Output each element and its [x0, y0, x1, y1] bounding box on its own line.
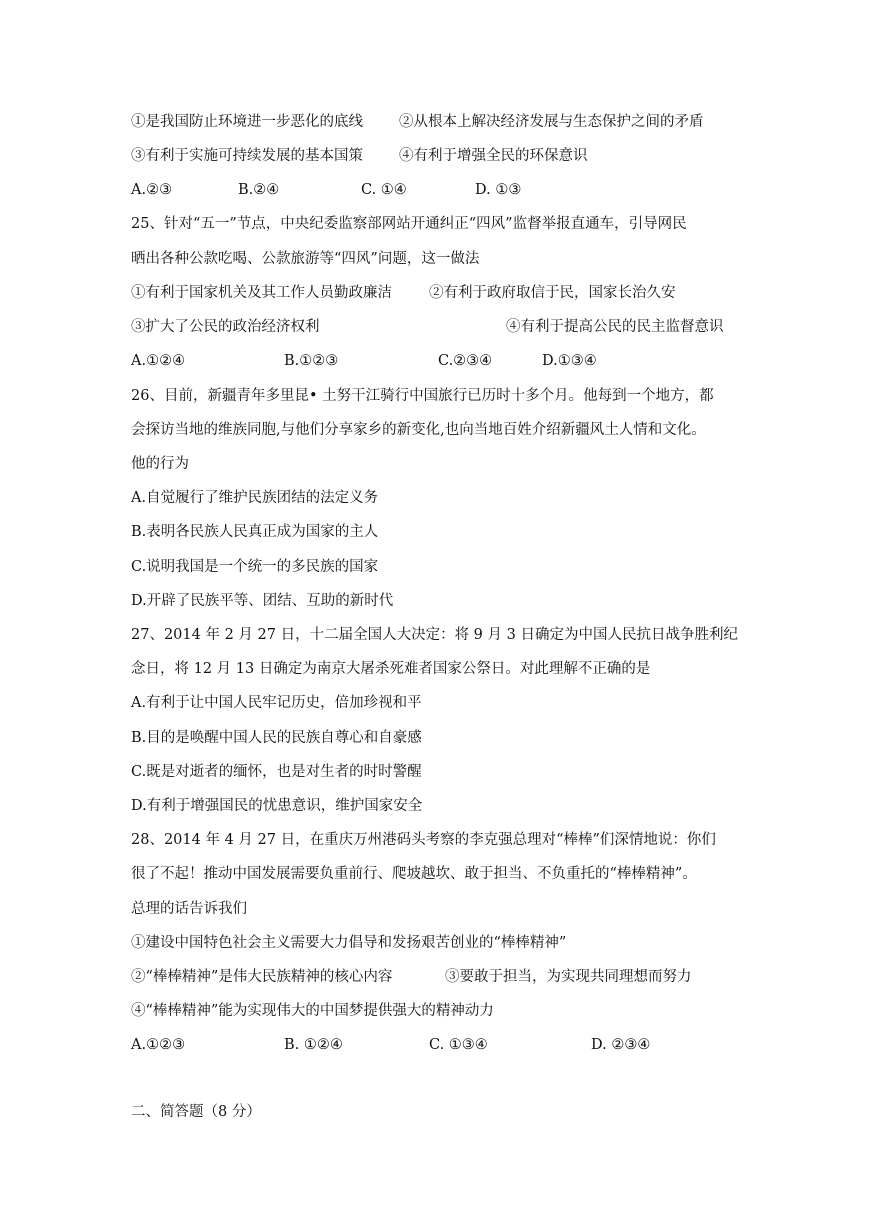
q26-stem-line-3: 他的行为 [131, 456, 189, 472]
q27-choice-d: D.有利于增强国民的忧患意识，维护国家安全 [131, 798, 423, 814]
q25-option-2: ②有利于政府取信于民，国家长治久安 [429, 285, 676, 301]
q25-choice-d: D.①③④ [542, 353, 597, 369]
q24-option-2: ②从根本上解决经济发展与生态保护之间的矛盾 [399, 114, 704, 130]
q27-stem-line-1: 27、2014 年 2 月 27 日，十二届全国人大决定：将 9 月 3 日确定为中国人民抗日战争胜利纪 [131, 627, 738, 643]
q25-stem-line-1: 25、针对“五一”节点，中央纪委监察部网站开通纠正“四风”监督举报直通车，引导网民 [131, 216, 687, 232]
q28-choice-b: B. ①②④ [284, 1037, 343, 1053]
q26-choice-b: B.表明各民族人民真正成为国家的主人 [131, 524, 379, 540]
q25-option-4: ④有利于提高公民的民主监督意识 [506, 319, 724, 335]
q24-choice-b: B.②④ [238, 182, 280, 198]
q28-option-1: ①建设中国特色社会主义需要大力倡导和发扬艰苦创业的“棒棒精神” [131, 935, 567, 951]
q24-option-3: ③有利于实施可持续发展的基本国策 [131, 148, 363, 164]
q25-option-1: ①有利于国家机关及其工作人员勤政廉洁 [131, 285, 392, 301]
q25-option-3: ③扩大了公民的政治经济权利 [131, 319, 320, 335]
q25-choice-c: C.②③④ [438, 353, 493, 369]
q24-choice-c: C. ①④ [361, 182, 407, 198]
q28-option-3: ③要敢于担当，为实现共同理想而努力 [445, 969, 692, 985]
q27-stem-line-2: 念日，将 12 月 13 日确定为南京大屠杀死难者国家公祭日。对此理解不正确的是 [131, 661, 651, 677]
q24-choice-a: A.②③ [131, 182, 173, 198]
q26-stem-line-1: 26、目前，新疆青年多里昆• 土努干江骑行中国旅行已历时十多个月。他每到一个地方，都 [131, 388, 714, 404]
q24-option-1: ①是我国防止环境进一步恶化的底线 [131, 114, 363, 130]
q24-choice-d: D. ①③ [475, 182, 522, 198]
q27-choice-a: A.有利于让中国人民牢记历史，倍加珍视和平 [131, 695, 422, 711]
q28-stem-line-1: 28、2014 年 4 月 27 日，在重庆万州港码头考察的李克强总理对“棒棒”们深情地说：你们 [131, 832, 716, 848]
q26-choice-a: A.自觉履行了维护民族团结的法定义务 [131, 490, 379, 506]
q28-choice-a: A.①②③ [131, 1037, 186, 1053]
q28-stem-line-2: 很了不起！推动中国发展需要负重前行、爬坡越坎、敢于担当、不负重托的“棒棒精神”。 [131, 866, 697, 882]
q28-option-2: ②“棒棒精神”是伟大民族精神的核心内容 [131, 969, 393, 985]
q25-stem-line-2: 晒出各种公款吃喝、公款旅游等“四风”问题，这一做法 [131, 251, 480, 267]
q28-choice-d: D. ②③④ [591, 1037, 651, 1053]
q28-stem-line-3: 总理的话告诉我们 [131, 901, 247, 917]
q26-choice-c: C.说明我国是一个统一的多民族的国家 [131, 559, 379, 575]
q28-option-4: ④“棒棒精神”能为实现伟大的中国梦提供强大的精神动力 [131, 1003, 494, 1019]
q27-choice-c: C.既是对逝者的缅怀，也是对生者的时时警醒 [131, 764, 422, 780]
q27-choice-b: B.目的是唤醒中国人民的民族自尊心和自豪感 [131, 730, 422, 746]
q26-stem-line-2: 会探访当地的维族同胞,与他们分享家乡的新变化,也向当地百姓介绍新疆风土人情和文化。 [131, 422, 706, 438]
q26-choice-d: D.开辟了民族平等、团结、互助的新时代 [131, 593, 394, 609]
q24-option-4: ④有利于增强全民的环保意识 [399, 148, 588, 164]
q28-choice-c: C. ①③④ [429, 1037, 488, 1053]
q25-choice-b: B.①②③ [284, 353, 339, 369]
q25-choice-a: A.①②④ [131, 353, 186, 369]
section-2-heading: 二、简答题（8 分） [131, 1104, 261, 1120]
